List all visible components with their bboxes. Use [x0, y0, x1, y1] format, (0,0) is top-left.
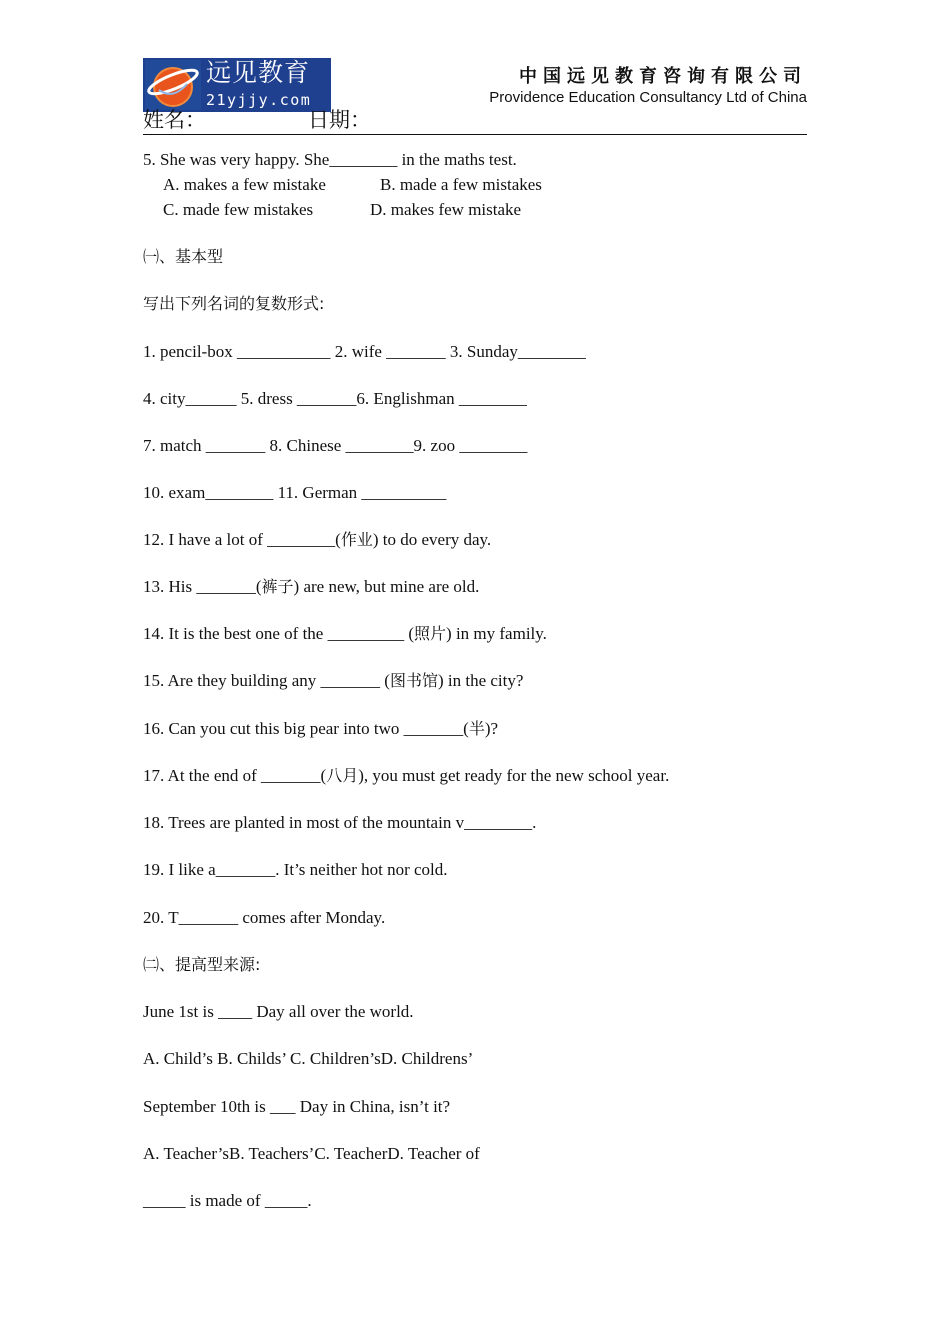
question-14-before: 14. It is the best one of the _________ (: [143, 624, 415, 643]
question-17-before: 17. At the end of _______(: [143, 766, 327, 785]
question-17: [143, 765, 669, 787]
question-5-option-d: D. makes few mistake: [370, 200, 522, 219]
question-17-after: ), you must get ready for the new school year.: [358, 766, 670, 785]
globe-logo-icon: [145, 60, 201, 110]
question-15-hint: 图书馆: [389, 671, 438, 690]
company-name-chinese: 中国远见教育咨询有限公司: [519, 66, 807, 87]
logo-chinese-text: 远见教育: [206, 58, 311, 87]
question-13: [143, 576, 479, 598]
question-16-after: )?: [484, 719, 499, 738]
question-14-after: ) in my family.: [446, 624, 547, 643]
question-15-before: 15. Are they building any _______ (: [143, 671, 390, 690]
question-16: [143, 718, 498, 740]
advanced-question-2-options: A. Teacher’sB. Teachers’C. TeacherD. Teacher of: [143, 1144, 480, 1163]
question-13-before: 13. His _______(: [143, 577, 262, 596]
plural-line-2: 4. city______ 5. dress _______6. Englishman ________: [143, 389, 527, 408]
question-17-hint: 八月: [326, 766, 359, 785]
question-18: 18. Trees are planted in most of the mountain v________.: [143, 813, 537, 832]
question-12-after: ) to do every day.: [372, 530, 492, 549]
date-label: 日期：: [308, 108, 371, 132]
question-5-stem: 5. She was very happy. She________ in the maths test.: [143, 150, 517, 169]
plural-line-1: 1. pencil-box ___________ 2. wife _______ 3. Sunday________: [143, 342, 586, 361]
advanced-question-1-options: A. Child’s B. Childs’ C. Children’sD. Childrens’: [143, 1049, 474, 1068]
question-20: 20. T_______ comes after Monday.: [143, 908, 386, 927]
question-15-after: ) in the city?: [437, 671, 524, 690]
question-12-hint: 作业: [340, 530, 373, 549]
question-12-before: 12. I have a lot of ________(: [143, 530, 341, 549]
plural-line-4: 10. exam________ 11. German __________: [143, 483, 447, 502]
question-14: [143, 623, 547, 645]
question-5-option-c: C. made few mistakes: [163, 200, 314, 219]
name-label: 姓名：: [143, 108, 206, 132]
question-19: 19. I like a_______. It’s neither hot nor cold.: [143, 860, 448, 879]
advanced-question-2: September 10th is ___ Day in China, isn’t it?: [143, 1097, 451, 1116]
question-16-hint: 半: [468, 719, 485, 738]
question-15: [143, 670, 523, 692]
section-1-instruction: 写出下列名词的复数形式:: [143, 294, 325, 313]
question-5-option-a: A. makes a few mistake: [163, 175, 326, 194]
advanced-question-3: _____ is made of _____.: [143, 1191, 312, 1210]
advanced-question-1: June 1st is ____ Day all over the world.: [143, 1002, 414, 1021]
logo-website-text: 21yjjy.com: [206, 91, 312, 109]
question-13-after: ) are new, but mine are old.: [293, 577, 480, 596]
company-name-english: Providence Education Consultancy Ltd of China: [489, 89, 807, 106]
logo: [143, 58, 331, 112]
section-2-title: ㈡、提高型来源:: [143, 955, 261, 974]
question-16-before: 16. Can you cut this big pear into two _______(: [143, 719, 469, 738]
question-13-hint: 裤子: [261, 577, 294, 596]
question-12: [143, 529, 491, 551]
plural-line-3: 7. match _______ 8. Chinese ________9. zoo ________: [143, 436, 528, 455]
question-5-option-b: B. made a few mistakes: [380, 175, 542, 194]
header-divider: [143, 134, 807, 135]
question-14-hint: 照片: [414, 624, 447, 643]
section-1-title: ㈠、基本型: [143, 247, 224, 266]
